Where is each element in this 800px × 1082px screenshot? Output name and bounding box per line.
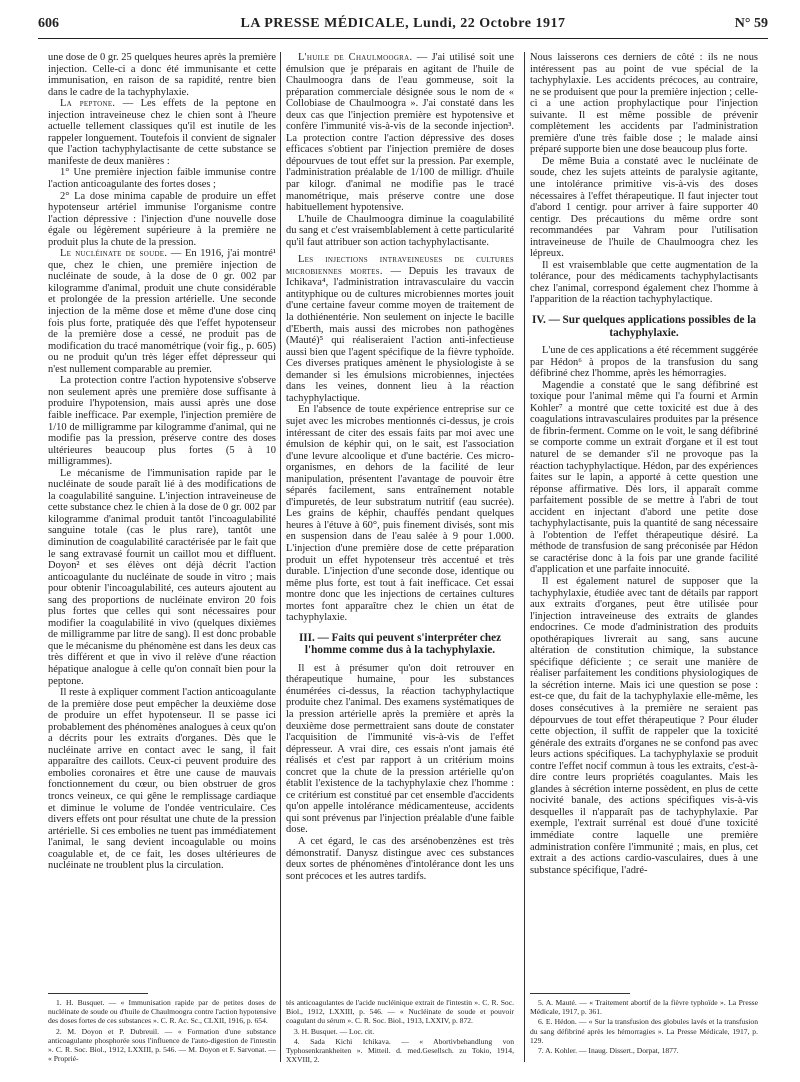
footnotes-column-1 (48, 998, 276, 1064)
paragraph: une dose de 0 gr. 25 quelques heures après la première injection. Celle-ci a donc été immunisante et cette immunisation, en raison de sa rapidité, rentre bien dans le cadre de la tachyphylaxie. (48, 52, 276, 98)
paragraph-text: — En 1916, j'ai montré¹ que, chez le chien, une première injection de nucléinate de soude, à la dose de 0 gr. 002 par kilogramme d'animal, produit une chute considérable et prolongée de la pression artérielle. Une seconde injection de la même dose et même d'une dose cinq fois plus forte, pratiquée dès que l'effet hypotenseur de la première dose a cessé, ne produit pas de modification du tracé manométrique (voir fig., p. 605) ou ne produit qu'un très léger effet dépresseur qui n'est nullement comparable au premier. (48, 248, 276, 375)
paragraph (48, 98, 276, 167)
column-divider (524, 52, 525, 1062)
paragraph: Il est à présumer qu'on doit retrouver en thérapeutique humaine, pour les substances énumérées ci-dessus, la réaction tachyphylactique produite chez l'animal. Des examens systématiques de la pression artérielle après la première et après la deuxième dose permettraient sans doute de constater l'acquisition de l'immunité vis-à-vis de l'effet dépresseur. A vrai dire, ces essais n'ont jamais été réalisés et c'est par rapport à un critérium moins concret que la chute de la pression artérielle qu'on établit l'existence de la tachyphylaxie chez l'homme : ce critérium est constitué par cet ensemble d'accidents qu'on appelle intolérance médicamenteuse, accidents qui sont prévenus par l'injection préalable d'une faible dose. (286, 662, 514, 836)
page-header (38, 16, 768, 34)
paragraph: Magendie a constaté que le sang défibriné est toxique pour l'animal même qui l'a fourni et Armin Kohler⁷ a montré que cette toxicité est due à des coagulations intravasculaires produites par la présence de fibrin-ferment. Comme on le voit, le sang défibriné se comporte comme un extrait d'organe et il est tout naturel de se demander s'il ne provoque pas la réaction tachyphylactique. Hédon, par des expériences faites sur le lapin, a apporté à cette question une réponse affirmative. Dès lors, il apparaît comme parfaitement possible de se mettre à l'abri de tout accident en injectant d'abord une petite dose tachyphylactisante, puis la quantité de sang nécessaire à l'obtention de l'effet thérapeutique désiré. La méthode de transfusion de sang préconisée par Hédon se caractérise donc à la fois par une grande facilité d'application et une parfaite innocuité. (530, 379, 758, 576)
footnote: 2. M. Doyon et P. Dubreuil. — « Formation d'une substance anticoagulante phosphorée sous l'influence de l'auto-digestion de l'intestin ». C. R. Soc. Biol., 1912, LXXIII, p. 546. — M. Doyon et F. Sarvonat. — « Proprié- (48, 1026, 276, 1064)
paragraph: Il est vraisemblable que cette augmentation de la tolérance, pour des médicaments tachyphylactisants chez l'animal, correspond également chez l'homme à l'apparition de la réaction tachyphylactique. (530, 259, 758, 306)
section-heading: IV. — Sur quelques applications possibles de la tachyphylaxie. (531, 314, 757, 339)
run-in-heading: La peptone. (60, 98, 116, 110)
issue-number: N° 59 (734, 16, 768, 31)
run-in-heading: Les injections intraveineuses de cultures microbiennes mortes. (286, 254, 514, 277)
paragraph (286, 52, 514, 214)
footnote-rule (530, 993, 630, 994)
paragraph: Le mécanisme de l'immunisation rapide par le nucléinate de soude paraît lié à des modifications de la coagulabilité sanguine. L'injection intraveineuse de cette substance chez le chien à la dose de 0 gr. 002 par kilogramme d'animal produit tantôt l'incoagulabilité sanguine totale (cas le plus rare), tantôt une diminution de coagulabilité caractérisée par le fait que le sang extravasé fournit un caillot mou et diffluent. Doyon² et ses élèves ont déjà décrit l'action anticoagulante du nucléinate de soude in vitro ; mais pour obtenir l'incoagulabilité, ces auteurs ajoutent au sang des proportions de nucléinate environ 20 fois plus fortes que celles qui sont nécessaires pour modifier la coagulabilité in vivo (quelques dixièmes de milligramme par litre de sang). Il est donc probable que le mécanisme du phénomène est dans les deux cas très différent et que in vivo il relève d'une réaction hépatique analogue à celle qu'on connaît bien pour la peptone. (48, 467, 276, 687)
page-number: 606 (38, 16, 59, 31)
footnote: tés anticoagulantes de l'acide nucléinique extrait de l'intestin ». C. R. Soc. Biol., 1912, LXXIII, p. 546. — « Nucléinate de soude et pouvoir coagulant du sérum ». C. R. Soc. Biol., 1913, LXXIV, p. 872. (286, 998, 514, 1026)
paragraph-text: — Depuis les travaux de Ichikava⁴, l'administration intravasculaire du vaccin antityphique ou de cultures microbiennes mortes jouit d'une certaine faveur comme moyen de traitement de la dothiénentérie. Non seulement on injecte le bacille d'Eberth, mais aussi des microbes non pathogènes (Mauté)⁵ qui réaliseraient l'action anti-infectieuse aussi bien que l'agent spécifique de la fièvre typhoïde. Ces diverses pratiques amènent le physiologiste à se demander si les émulsions microbiennes, injectées dans les veines, donnent lieu à la réaction tachyphylactique. (286, 265, 514, 404)
footnote: 4. Sada Kichi Ichikava. — « Abortivbehandlung von Typhosenkrankheiten ». Mitteil. d. med.Gesellsch. zu Tokio, 1914, XXVIII, 2. (286, 1036, 514, 1065)
paragraph: L'huile de Chaulmoogra diminue la coagulabilité du sang et c'est vraisemblablement à cette particularité qu'il faut attribuer son action tachyphylactisante. (286, 213, 514, 248)
run-in-heading: L'huile de Chaulmoogra. (298, 52, 413, 63)
column-2 (286, 52, 514, 992)
paragraph: Il reste à expliquer comment l'action anticoagulante de la première dose peut empêcher la deuxième dose de produire un effet hypotenseur. Il se passe ici probablement des phénomènes analogues à ceux qu'on a décrits pour les extraits d'organes. Dès que le nucléinate arrive en contact avec le sang, il fait apparaître des caillots. Ceux-ci peuvent produire des embolies coronaires et être une cause de mauvais fonctionnement du cœur, ou bien obstruer de gros troncs veineux, ce qui gêne le remplissage cardiaque et diminue le volume de l'ondée ventriculaire. Ces divers effets ont pour résultat une chute de la pression artérielle. Si ces embolies ne tuent pas immédiatement l'animal, le sang devient incoagulable ou moins coagulable et, de ce fait, les doses ultérieures de nucléinate ne troublent plus la circulation. (48, 687, 276, 872)
paragraph: En l'absence de toute expérience entreprise sur ce sujet avec les microbes mentionnés ci-dessus, je crois intéressant de citer des essais faits par moi avec une émulsion de képhir qui, on le sait, est l'association d'une levure alcoolique et d'une bactérie. Ces micro-organismes, en dehors de la facilité de leur manipulation, présentent l'avantage de pouvoir être séparés facilement, sans entraînement notable d'impuretés, de leur substratum nutritif (eau sucrée). Les grains de képhir, chauffés pendant quelques heures à l'étuve à 60°, puis finement divisés, sont mis en suspension dans de l'eau salée à 9 pour 1.000. L'injection d'une première dose de cette préparation produit un effet hypotenseur très accentué et très durable. L'injection d'une seconde dose, identique ou même plus forte, est tout à fait inefficace. Cet essai montre donc que les injections de certaines cultures mortes font apparaître chez le chien un état de tachyphylaxie. (286, 404, 514, 624)
paragraph: 2° La dose minima capable de produire un effet hypotenseur artériel immunise l'organisme contre l'action dépressive : l'injection d'une nouvelle dose égale ou légèrement supérieure à la première ne produit plus la chute de la pression. (48, 190, 276, 248)
section-heading: III. — Faits qui peuvent s'interpréter chez l'homme comme dus à la tachyphylaxie. (298, 631, 502, 657)
paragraph: L'une de ces applications a été récemment suggérée par Hédon⁶ à propos de la transfusion du sang défibriné chez l'homme, après les hémorragies. (530, 345, 758, 380)
header-rule (38, 38, 768, 39)
paragraph-text: — Les effets de la peptone en injection intraveineuse chez le chien sont à l'heure actuelle tellement classiques qu'il est inutile de les rappeler longuement. Toutefois il convient de signaler que l'action tachyphylactisante de cette substance se manifeste de deux manières : (48, 98, 276, 167)
paragraph: De même Buia a constaté avec le nucléinate de soude, chez les sujets atteints de paralysie agitante, une intolérance primitive vis-à-vis des doses nécessaires à l'effet thérapeutique. Il faut injecter tout d'abord 1 centigr. pour arriver à faire supporter 40 centigr. Des précautions du même ordre sont recommandées par Vahram pour l'utilisation intraveineuse de l'huile de Chaulmoogra chez les lépreux. (530, 155, 758, 260)
footnote: 6. E. Hédon. — « Sur la transfusion des globules lavés et la transfusion du sang défibriné après les hémorragies ». La Presse Médicale, 1917, p. 129. (530, 1017, 758, 1045)
footnotes-column-3 (530, 998, 758, 1056)
footnote: 1. H. Busquet. — « Immunisation rapide par de petites doses de nucléinate de soude ou d'huile de Chaulmoogra contre l'action hypotensive des doses fortes de ces substances ». C. R. Ac. Sc., CLXII, 1916, p. 654. (48, 998, 276, 1026)
column-3 (530, 52, 758, 992)
paragraph (286, 254, 514, 404)
paragraph (48, 248, 276, 375)
paragraph: La protection contre l'action hypotensive s'observe non seulement après une première dose suffisante à produire l'hypotension, mais aussi après une dose faible inefficace. Par exemple, l'injection première de 1/10 de milligramme par kilogramme d'animal, qui ne modifie pas la pression, préserve contre des doses ultérieures beaucoup plus fortes (5 à 10 milligrammes). (48, 375, 276, 468)
footnote: 3. H. Busquet. — Loc. cit. (294, 1026, 375, 1036)
journal-title: LA PRESSE MÉDICALE, Lundi, 22 Octobre 1917 (240, 16, 566, 31)
column-1 (48, 52, 276, 990)
footnotes-column-2 (286, 998, 514, 1065)
paragraph: 1° Une première injection faible immunise contre l'action anticoagulante des fortes doses ; (48, 167, 276, 191)
paragraph: Nous laisserons ces derniers de côté : ils ne nous intéressent pas au point de vue spécial de la tachyphylaxie. Les accidents précoces, au contraire, ne se produisent que pour la première injection ; celle-ci a une action prophylactique pour l'injection suivante. Il est même possible de prévenir complètement les accidents par l'administration première d'une très faible dose ; le malade ainsi préparé supporte bien une dose beaucoup plus forte. (530, 52, 758, 156)
run-in-heading: Le nucléinate de soude. (60, 248, 168, 260)
column-divider (280, 52, 281, 1062)
paragraph: A cet égard, le cas des arsénobenzènes est très démonstratif. Danysz distingue avec ces substances deux sortes de phénomènes d'intolérance dont les uns sont précoces et les autres tardifs. (286, 836, 514, 882)
paragraph: Il est également naturel de supposer que la tachyphylaxie, étudiée avec tant de détails par rapport aux extraits d'organes, peut être utilisée pour l'injection intraveineuse des extraits de glandes endocrines. Ce mode d'administration des produits opothérapiques livrerait au sang, sans aucune altération de constitution chimique, la substance spécifique déficiente ; ce serait une manière de réaliser parfaitement les conditions physiologiques de la sécrétion interne. Mais ici une question se pose : est-ce que, du fait de la tachyphylaxie elle-même, les doses consécutives à la première ne seraient pas dépourvues de tout effet thérapeutique ? Pour éluder cette objection, il suffit de rappeler que la toxicité générale des extraits d'organes ne se confond pas avec leurs actions spécifiques. La tachyphylaxie se produit contre l'effet nocif commun à tous les extraits, c'est-à-dire contre leurs propriétés coagulantes. Mais les glandes à sécrétion interne possèdent, en plus de cette nocivité banale, des actions spécifiques vis-à-vis desquelles il n'apparaît pas de tachyphylaxie. Par exemple, l'extrait surrénal est doué d'une toxicité immédiate contre laquelle une première administration confère l'immunité ; mais, en plus, cet extrait a des actions cardio-vasculaires, dues à une substance spécifique, l'adré- (530, 575, 758, 876)
footnote-rule (48, 993, 148, 994)
footnote: 7. A. Kohler. — Inaug. Dissert., Dorpat, 1877. (538, 1046, 679, 1056)
paragraph-text: — J'ai utilisé soit une émulsion que je préparais en agitant de l'huile de Chaulmoogra dans de l'eau gommeuse, soit la préparation commerciale désignée sous le nom de « Collobiase de Chaulmoogra ». J'ai constaté dans les deux cas que l'injection première est hypotensive et confère l'immunité vis-à-vis de la seconde injection³. La protection contre l'action dépressive des doses efficaces s'obtient par l'injection première de doses dépourvues de tout effet sur la pression. Par exemple, l'administration préalable de 1/100 de milligr. d'huile par kilogr. d'animal ne modifie pas le tracé manométrique, mais préserve contre une dose habituellement hypotensive. (286, 52, 514, 214)
footnote: 5. A. Mauté. — « Traitement abortif de la fièvre typhoïde ». La Presse Médicale, 1917, p. 361. (530, 998, 758, 1017)
